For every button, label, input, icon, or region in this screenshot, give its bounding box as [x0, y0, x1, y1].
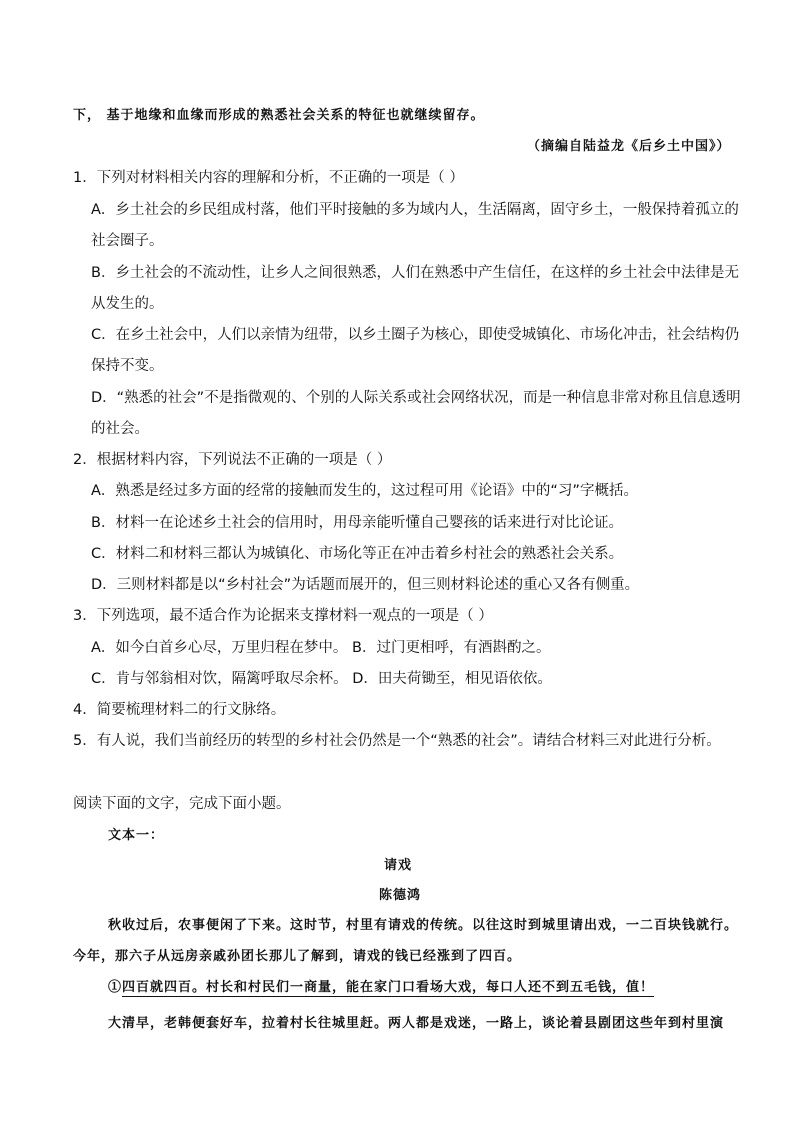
story-author: 陈德鸿 — [379, 888, 422, 903]
q2-option-d: D．三则材料都是以“乡村社会”为话题而展开的，但三则材料论述的重心又各有侧重。 — [91, 577, 640, 593]
underlined-sentence: 四百就四百。村长和村民们一商量，能在家门口看场大戏，每口人还不到五毛钱，值！ — [122, 980, 655, 995]
q1-option-c-cont: 保持不变。 — [91, 358, 164, 374]
question-4-stem: 4．简要梳理材料二的行文脉络。 — [73, 702, 286, 718]
question-5-stem: 5．有人说，我们当前经历的转型的乡村社会仍然是一个“熟悉的社会”。请结合材料三对此进行分析。 — [73, 733, 721, 749]
q1-option-b-cont: 从发生的。 — [91, 296, 164, 312]
reading-instruction: 阅读下面的文字，完成下面小题。 — [73, 796, 291, 812]
q3-options-ab: A．如今白首乡心尽，万里归程在梦中。 B．过门更相呼，有酒斟酌之。 — [91, 640, 551, 656]
q2-option-c: C．材料二和材料三都认为城镇化、市场化等正在冲击着乡村社会的熟悉社会关系。 — [91, 546, 624, 562]
source-citation: （摘编自陆益龙《后乡土中国》） — [527, 139, 731, 154]
q1-option-d-cont: 的社会。 — [91, 421, 149, 437]
question-3-stem: 3．下列选项，最不适合作为论据来支撑材料一观点的一项是（ ） — [73, 608, 493, 624]
q1-option-b: B．乡土社会的不流动性，让乡人之间很熟悉，人们在熟悉中产生信任，在这样的乡土社会中法律是无 — [91, 265, 739, 281]
circled-number-marker: ① — [108, 980, 123, 995]
q2-option-b: B．材料一在论述乡土社会的信用时，用母亲能听懂自己婴孩的话来进行对比论证。 — [91, 515, 623, 531]
q1-option-d: D．“熟悉的社会”不是指微观的、个别的人际关系或社会网络状况，而是一种信息非常对称且信息透明 — [91, 390, 741, 406]
passage-last-line: 下， 基于地缘和血缘而形成的熟悉社会关系的特征也就继续留存。 — [73, 108, 485, 123]
q1-option-a-cont: 社会圈子。 — [91, 233, 164, 249]
paragraph-3: 大清早，老韩便套好车，拉着村长往城里赶。两人都是戏迷，一路上，谈论着县剧团这些年到村里演 — [108, 1016, 725, 1031]
text-label: 文本一： — [108, 828, 165, 843]
paragraph-2 — [108, 976, 654, 995]
q3-options-cd: C．肯与邻翁相对饮，隔篱呼取尽余杯。 D．田夫荷锄至，相见语依依。 — [91, 671, 552, 687]
paragraph-1-line-1: 秋收过后，农事便闲了下来。这时节，村里有请戏的传统。以往这时到城里请出戏，一二百块钱就行。 — [108, 918, 739, 933]
question-2-stem: 2．根据材料内容，下列说法不正确的一项是（ ） — [73, 452, 392, 468]
q1-option-a: A．乡土社会的乡民组成村落，他们平时接触的多为域内人，生活隔离，固守乡土，一般保持着孤立的 — [91, 202, 739, 218]
q2-option-a: A．熟悉是经过多方面的经常的接触而发生的，这过程可用《论语》中的“习”字概括。 — [91, 483, 638, 499]
question-1-stem: 1．下列对材料相关内容的理解和分析，不正确的一项是（ ） — [73, 170, 464, 186]
story-title: 请戏 — [384, 858, 413, 873]
q1-option-c: C．在乡土社会中，人们以亲情为纽带，以乡土圈子为核心，即使受城镇化、市场化冲击，社会结构仍 — [91, 327, 740, 343]
paragraph-1-line-2: 今年，那六子从远房亲戚孙团长那儿了解到，请戏的钱已经涨到了四百。 — [73, 949, 522, 964]
